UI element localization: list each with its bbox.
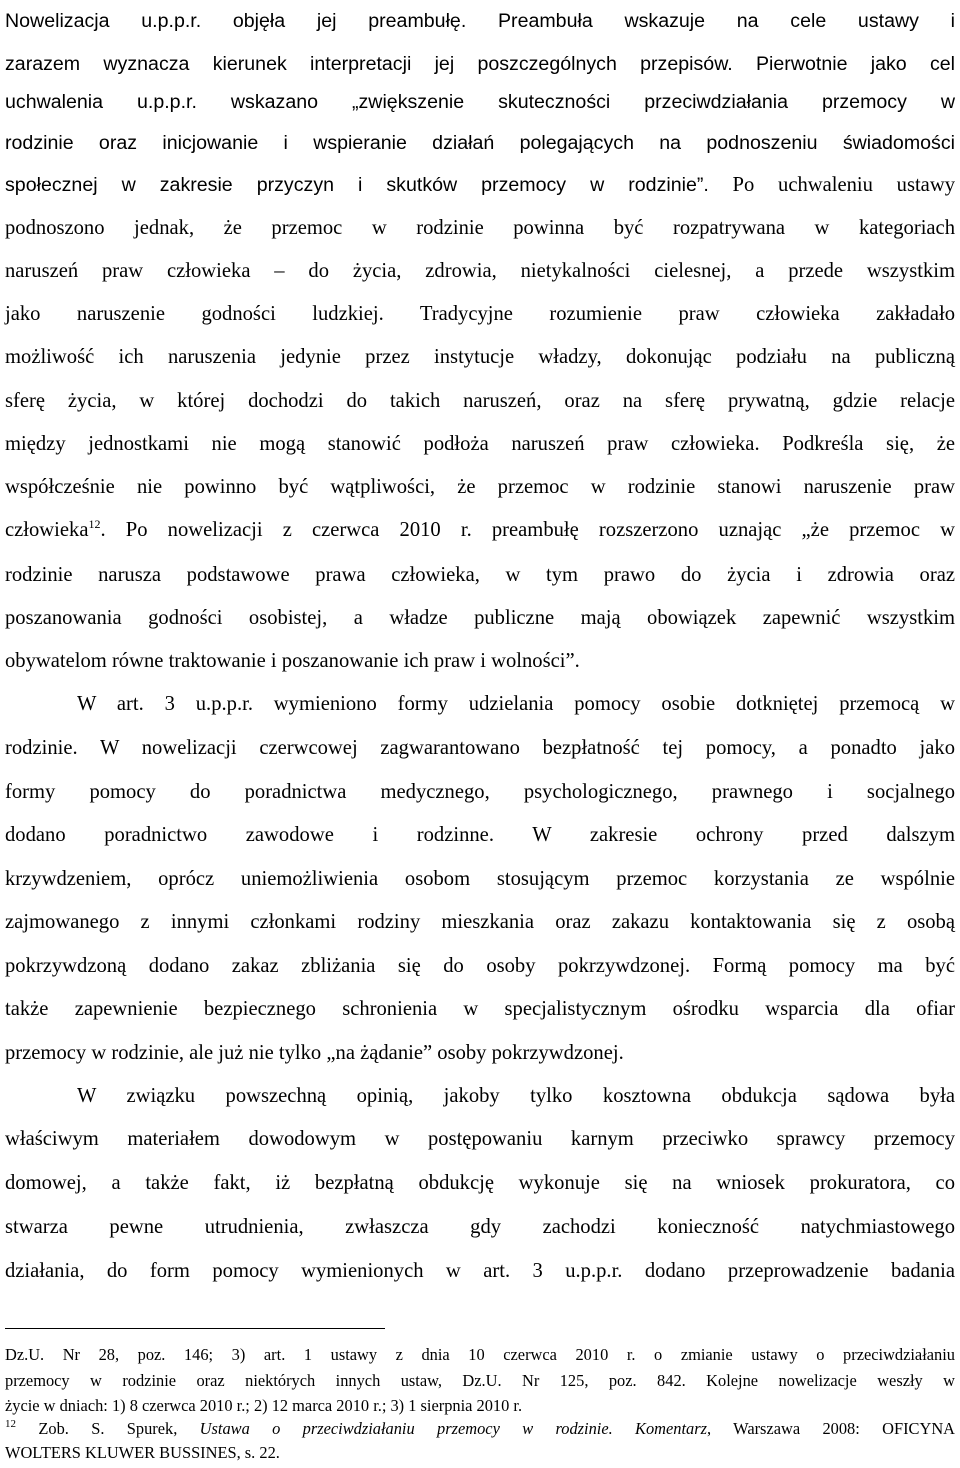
- paragraph-line: [5, 299, 955, 329]
- paragraph-line: podnoszono jednak, że przemoc w rodzinie powinna być rozpatrywana w kategoriach: [5, 217, 955, 239]
- paragraph-line: formy pomocy do poradnictwa medycznego, psychologicznego, prawnego i socjalnego: [5, 781, 955, 803]
- paragraph-line: możliwość ich naruszenia jedynie przez instytucje władzy, dokonując podziału na publiczną: [5, 346, 955, 368]
- paragraph-line: przemocy w rodzinie, ale już nie tylko „na żądanie” osoby pokrzywdzonej.: [5, 1042, 624, 1064]
- paragraph-line: dodano poradnictwo zawodowe i rodzinne. W zakresie ochrony przed dalszym: [5, 824, 955, 846]
- paragraph-line: poszanowania godności osobistej, a władze publiczne mają obowiązek zapewnić wszystkim: [5, 607, 955, 629]
- paragraph-line: działania, do form pomocy wymienionych w art. 3 u.p.p.r. dodano przeprowadzenie badania: [5, 1260, 955, 1282]
- paragraph-line: stwarza pewne utrudnienia, zwłaszcza gdy zachodzi konieczność natychmiastowego: [5, 1216, 955, 1238]
- paragraph-line: W art. 3 u.p.p.r. wymieniono formy udzielania pomocy osobie dotkniętej przemocą w: [77, 693, 955, 715]
- paragraph-line: rodzinie oraz inicjowanie i wspieranie działań polegających na podnoszeniu świadomości: [5, 132, 955, 154]
- footnote-line: WOLTERS KLUWER BUSSINES, s. 22.: [5, 1443, 280, 1462]
- text-segment: . Po nowelizacji z czerwca 2010 r. preambułę rozszerzono uznając „że przemoc w: [100, 519, 955, 541]
- paragraph-line: krzywdzeniem, oprócz uniemożliwienia osobom stosującym przemoc korzystania ze wspólnie: [5, 868, 955, 890]
- text-segment: człowieka: [5, 519, 89, 541]
- paragraph-line: rodzinie. W nowelizacji czerwcowej zagwarantowano bezpłatność tej pomocy, a ponadto jako: [5, 737, 955, 759]
- paragraph-line: Nowelizacja u.p.p.r. objęła jej preambułę. Preambuła wskazuje na cele ustawy i: [5, 10, 955, 32]
- paragraph-line: także zapewnienie bezpiecznego schronienia w specjalistycznym ośrodku wsparcia dla ofiar: [5, 998, 955, 1020]
- text-segment: Po uchwaleniu ustawy: [708, 174, 955, 196]
- paragraph-line: sferę życia, w której dochodzi do takich naruszeń, oraz na sferę prywatną, gdzie relacje: [5, 390, 955, 412]
- paragraph-line: obywatelom równe traktowanie i poszanowanie ich praw i wolności”.: [5, 650, 580, 672]
- paragraph-line: rodzinie narusza podstawowe prawa człowieka, w tym prawo do życia i zdrowia oraz: [5, 564, 955, 586]
- text-segment: jako naruszenie godności ludzkiej.: [5, 303, 384, 325]
- paragraph-line: [5, 515, 955, 545]
- footnote-number: 12: [5, 1418, 16, 1430]
- paragraph-line: W związku powszechną opinią, jakoby tylko kosztowna obdukcja sądowa była: [77, 1085, 955, 1107]
- text-segment: Zob. S. Spurek,: [16, 1419, 200, 1438]
- paragraph-line: współcześnie nie powinno być wątpliwości, że przemoc w rodzinie stanowi naruszenie praw: [5, 476, 955, 498]
- text-segment: Tradycyjne rozumienie praw człowieka zakładało: [383, 303, 955, 325]
- footnote-separator: [5, 1328, 385, 1329]
- footnote-line: życie w dniach: 1) 8 czerwca 2010 r.; 2) 12 marca 2010 r.; 3) 1 sierpnia 2010 r.: [5, 1396, 523, 1415]
- paragraph-line: naruszeń praw człowieka – do życia, zdrowia, nietykalności cielesnej, a przede wszystkim: [5, 260, 955, 282]
- paragraph-line: zajmowanego z innymi członkami rodziny mieszkania oraz zakazu kontaktowania się z osobą: [5, 911, 955, 933]
- text-segment: , Warszawa 2008: OFICYNA: [707, 1419, 955, 1438]
- paragraph-line: między jednostkami nie mogą stanowić podłoża naruszeń praw człowieka. Podkreśla się, że: [5, 433, 955, 455]
- footnote-line: przemocy w rodzinie oraz niektórych innych ustaw, Dz.U. Nr 125, poz. 842. Kolejne nowelizacje weszły w: [5, 1371, 955, 1390]
- paragraph-line: [5, 170, 955, 200]
- paragraph-line: właściwym materiałem dowodowym w postępowaniu karnym przeciwko sprawcy przemocy: [5, 1128, 955, 1150]
- paragraph-line: domowej, a także fakt, iż bezpłatną obdukcję wykonuje się na wniosek prokuratora, co: [5, 1172, 955, 1194]
- footnote-12: [5, 1418, 955, 1440]
- book-title: Ustawa o przeciwdziałaniu przemocy w rodzinie. Komentarz: [199, 1419, 707, 1438]
- paragraph-line: zarazem wyznacza kierunek interpretacji jej poszczególnych przepisów. Pierwotnie jako cel: [5, 53, 955, 75]
- footnote-reference: 12: [88, 517, 101, 531]
- text-segment: społecznej w zakresie przyczyn i skutków przemocy w rodzinie”.: [5, 174, 709, 196]
- footnote-line: Dz.U. Nr 28, poz. 146; 3) art. 1 ustawy z dnia 10 czerwca 2010 r. o zmianie ustawy o przeciwdziałaniu: [5, 1345, 955, 1364]
- paragraph-line: uchwalenia u.p.p.r. wskazano „zwiększenie skuteczności przeciwdziałania przemocy w: [5, 91, 955, 113]
- paragraph-line: pokrzywdzoną dodano zakaz zbliżania się do osoby pokrzywdzonej. Formą pomocy ma być: [5, 955, 955, 977]
